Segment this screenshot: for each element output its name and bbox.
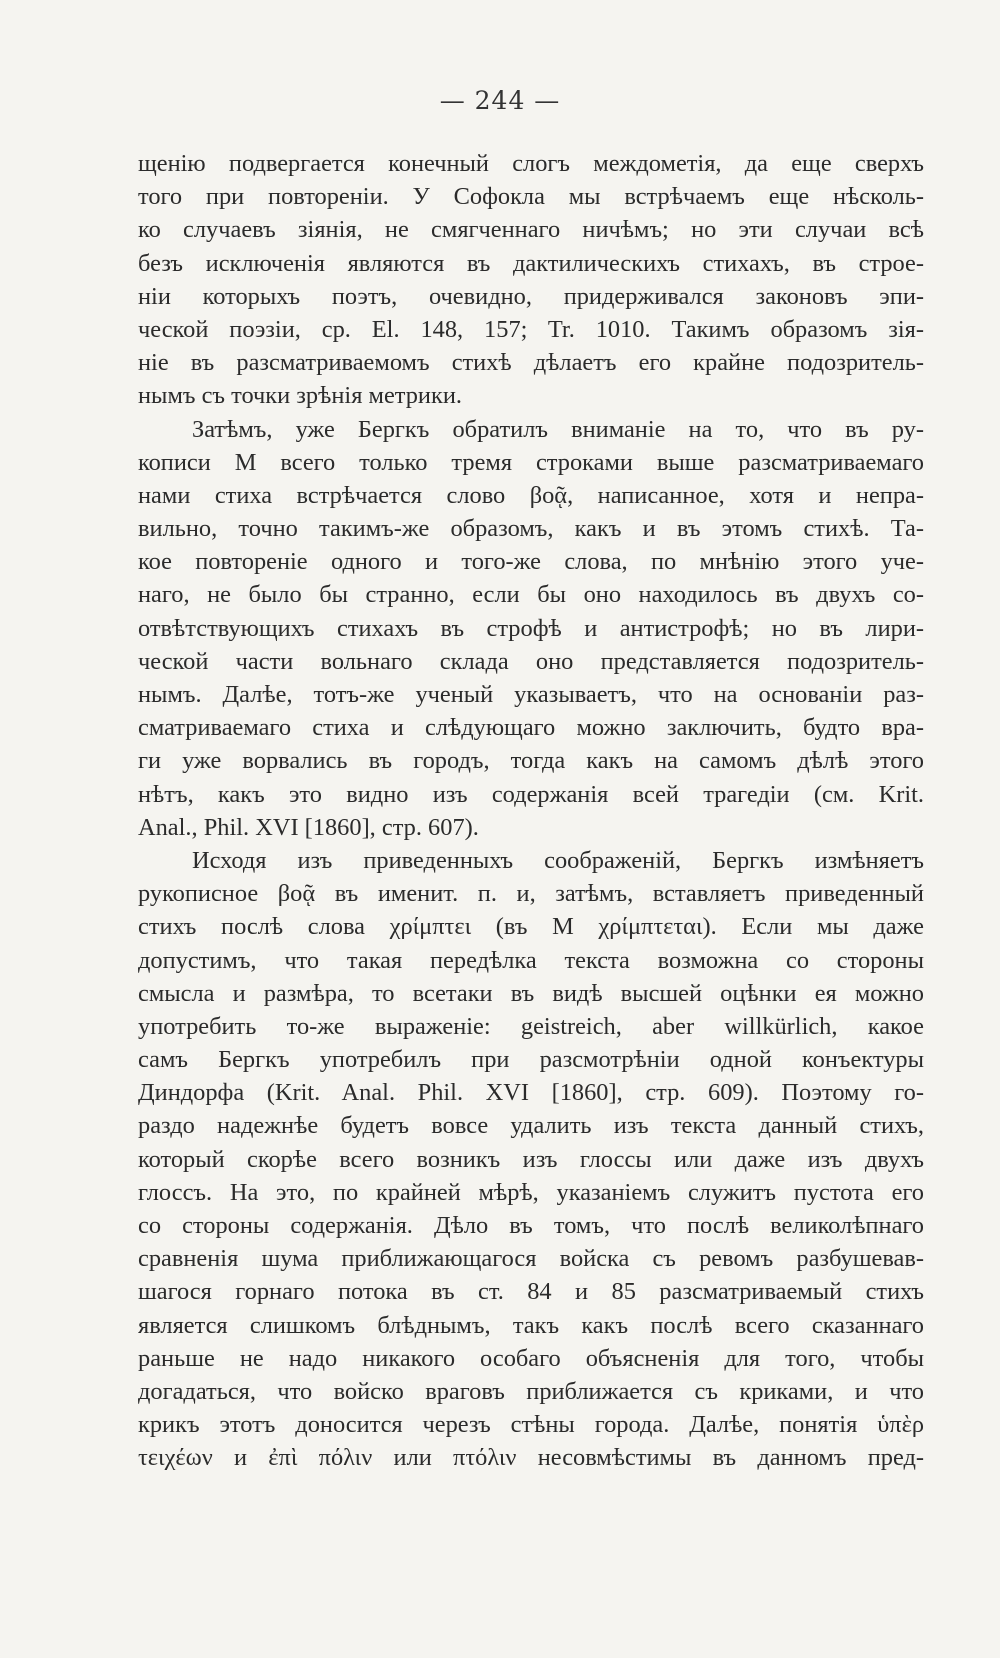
text-line: раздо надежнѣе будетъ вовсе удалить изъ текста данный стихъ, bbox=[138, 1112, 924, 1140]
text-line: который скорѣе всего возникъ изъ глоссы или даже изъ двухъ bbox=[138, 1145, 924, 1173]
text-line: употребить то-же выраженіе: geistreich, aber willkürlich, какое bbox=[138, 1012, 924, 1040]
body-text bbox=[138, 147, 924, 1475]
text-line: ніе въ разсматриваемомъ стихѣ дѣлаетъ его крайне подозритель- bbox=[138, 349, 924, 377]
text-line: шагося горнаго потока въ ст. 84 и 85 разсматриваемый стихъ bbox=[138, 1278, 924, 1306]
text-line: ческой поэзіи, ср. El. 148, 157; Tr. 1010. Такимъ образомъ зія- bbox=[138, 315, 924, 343]
text-line: сматриваемаго стиха и слѣдующаго можно заключить, будто вра- bbox=[138, 714, 924, 742]
text-line: τειχέων и ἐπὶ πόλιν или πτόλιν несовмѣстимы въ данномъ пред- bbox=[138, 1444, 924, 1472]
text-line: нѣтъ, какъ это видно изъ содержанія всей трагедіи (см. Krit. bbox=[138, 780, 924, 808]
text-line: ніи которыхъ поэтъ, очевидно, придерживался законовъ эпи- bbox=[138, 282, 924, 310]
page-number: — 244 — bbox=[439, 86, 561, 115]
text-line: догадаться, что войско враговъ приближается съ криками, и что bbox=[138, 1377, 924, 1405]
text-line: глоссъ. На это, по крайней мѣрѣ, указаніемъ служитъ пустота его bbox=[138, 1178, 924, 1206]
text-line: ческой части вольнаго склада оно представляется подозритель- bbox=[138, 647, 924, 675]
text-line: вильно, точно такимъ-же образомъ, какъ и въ этомъ стихѣ. Та- bbox=[138, 515, 924, 543]
text-line: Anal., Phil. XVI [1860], стр. 607). bbox=[138, 813, 479, 841]
text-line: кое повтореніе одного и того-же слова, по мнѣнію этого уче- bbox=[138, 548, 924, 576]
text-line: крикъ этотъ доносится черезъ стѣны города. Далѣе, понятія ὑπὲρ bbox=[138, 1411, 924, 1439]
text-line: ги уже ворвались въ городъ, тогда какъ на самомъ дѣлѣ этого bbox=[138, 747, 924, 775]
text-line: отвѣтствующихъ стихахъ въ строфѣ и антистрофѣ; но въ лири- bbox=[138, 614, 924, 642]
text-line: щенію подвергается конечный слогъ междометія, да еще сверхъ bbox=[138, 150, 924, 177]
text-line: того при повтореніи. У Софокла мы встрѣчаемъ еще нѣсколь- bbox=[138, 183, 924, 211]
text-line: нами стиха встрѣчается слово βοᾷ, написанное, хотя и непра- bbox=[138, 481, 924, 509]
text-line: сравненія шума приближающагося войска съ ревомъ разбушевав- bbox=[138, 1245, 924, 1273]
text-line: рукописное βοᾷ въ именит. п. и, затѣмъ, вставляетъ приведенный bbox=[138, 880, 924, 908]
paragraph-first-line: Исходя изъ приведенныхъ соображеній, Бергкъ измѣняетъ bbox=[192, 846, 924, 874]
text-line: безъ исключенія являются въ дактилическихъ стихахъ, въ строе- bbox=[138, 249, 924, 277]
text-line: Диндорфа (Krit. Anal. Phil. XVI [1860], стр. 609). Поэтому го- bbox=[138, 1079, 924, 1107]
text-line: раньше не надо никакого особаго объясненія для того, чтобы bbox=[138, 1344, 924, 1372]
text-line: смысла и размѣра, то всетаки въ видѣ высшей оцѣнки ея можно bbox=[138, 979, 924, 1007]
paragraph-first-line: Затѣмъ, уже Бергкъ обратилъ вниманіе на то, что въ ру- bbox=[192, 415, 924, 443]
text-line: ко случаевъ зіянія, не смягченнаго ничѣмъ; но эти случаи всѣ bbox=[138, 216, 924, 244]
text-line: со стороны содержанія. Дѣло въ томъ, что послѣ великолѣпнаго bbox=[138, 1212, 924, 1239]
text-line: стихъ послѣ слова χρίμπτει (въ M χρίμπτεται). Если мы даже bbox=[138, 913, 924, 941]
text-line: является слишкомъ блѣднымъ, такъ какъ послѣ всего сказаннаго bbox=[138, 1311, 924, 1339]
text-line: нымъ съ точки зрѣнія метрики. bbox=[138, 382, 462, 410]
text-line: нымъ. Далѣе, тотъ-же ученый указываетъ, что на основаніи раз- bbox=[138, 681, 924, 708]
text-line: наго, не было бы странно, если бы оно находилось въ двухъ со- bbox=[138, 581, 924, 609]
text-line: кописи M всего только тремя строками выше разсматриваемаго bbox=[138, 448, 924, 476]
text-line: допустимъ, что такая передѣлка текста возможна со стороны bbox=[138, 946, 924, 974]
text-line: самъ Бергкъ употребилъ при разсмотрѣніи одной конъектуры bbox=[138, 1046, 924, 1074]
